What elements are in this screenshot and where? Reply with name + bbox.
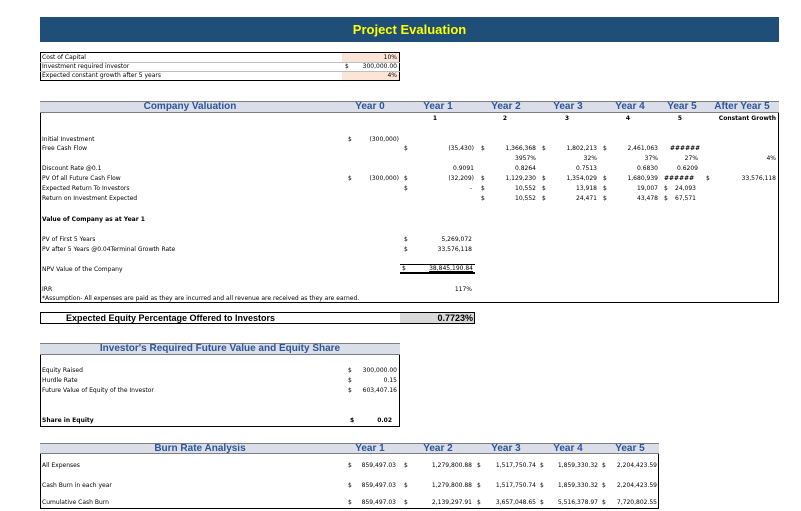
future-value-currency: $ <box>348 387 352 394</box>
period-4: 4 <box>625 115 631 122</box>
year-3-header: Year 3 <box>553 101 583 112</box>
growth-after: 4% <box>766 155 776 162</box>
year-2-header: Year 2 <box>491 101 521 112</box>
pv-fcf-currency-y0: $ <box>348 175 352 182</box>
roi-y4: 43,478 <box>637 195 658 202</box>
period-5: 5 <box>677 115 683 122</box>
cum-cur-3: $ <box>477 499 481 506</box>
npv-value: 38,845,190.84 <box>429 265 473 272</box>
year-1-header: Year 1 <box>423 101 453 112</box>
cost-of-capital-value[interactable]: 10% <box>383 54 397 61</box>
assumption-note: *Assumption- All expenses are paid as they are incurred and all revenue are received as they are earned. <box>42 295 360 302</box>
growth-y5: 27% <box>684 155 698 162</box>
discount-y1: 0.9091 <box>453 165 474 172</box>
cash-burn-1: 859,497.03 <box>361 482 396 489</box>
period-3: 3 <box>564 115 570 122</box>
equity-raised-label: Equity Raised <box>42 367 83 374</box>
pv-fcf-y3: 1,354,029 <box>566 175 597 182</box>
future-value-value: 603,407.16 <box>362 387 397 394</box>
roi-currency-y4: $ <box>603 195 607 202</box>
pv-fcf-y0: (300,000) <box>369 175 399 182</box>
cash-burn-cur-4: $ <box>540 482 544 489</box>
all-exp-cur-5: $ <box>602 462 606 469</box>
cum-2: 2,139,297.91 <box>431 499 472 506</box>
burn-year-3-header: Year 3 <box>491 443 521 454</box>
hurdle-currency: $ <box>348 377 352 384</box>
pv-fcf-currency-y1: $ <box>404 175 408 182</box>
page-title: Project Evaluation <box>352 22 467 37</box>
burn-year-1-header: Year 1 <box>355 443 385 454</box>
cash-burn-4: 1,859,330.32 <box>557 482 598 489</box>
investment-currency: $ <box>345 63 349 70</box>
pv-fcf-y5: ###### <box>664 175 695 182</box>
initial-investment-y0: (300,000) <box>369 136 399 143</box>
discount-y4: 0.6830 <box>637 165 658 172</box>
exp-ret-y1: - <box>469 185 472 192</box>
pv-fcf-label: PV Of all Future Cash Flow <box>42 175 121 182</box>
burn-year-2-header: Year 2 <box>423 443 453 454</box>
irr-value: 117% <box>454 286 472 293</box>
future-value-label: Future Value of Equity of the Investor <box>42 387 154 394</box>
pv-fcf-currency-y4: $ <box>603 175 607 182</box>
burn-year-5-header: Year 5 <box>615 443 645 454</box>
period-2: 2 <box>502 115 508 122</box>
discount-rate-label: Discount Rate @0.1 <box>42 165 102 172</box>
share-currency: $ <box>350 417 355 424</box>
all-expenses-label: All Expenses <box>42 462 80 469</box>
pv-first5-currency: $ <box>404 236 408 243</box>
all-exp-1: 859,497.03 <box>361 462 396 469</box>
pv-after5-label: PV after 5 Years @0.04Terminal Growth Rate <box>42 246 176 253</box>
cum-1: 859,497.03 <box>361 499 396 506</box>
exp-ret-currency-y4: $ <box>603 185 607 192</box>
period-1: 1 <box>432 115 438 122</box>
pv-fcf-y1: (32,209) <box>448 175 474 182</box>
irr-label: IRR <box>42 286 53 293</box>
exp-ret-y3: 13,918 <box>576 185 597 192</box>
npv-label: NPV Value of the Company <box>42 266 123 273</box>
roi-currency-y5: $ <box>664 195 668 202</box>
pv-fcf-currency-y2: $ <box>481 175 485 182</box>
growth-y3: 32% <box>583 155 597 162</box>
all-exp-5: 2,204,423.59 <box>616 462 657 469</box>
pv-fcf-currency-after: $ <box>706 175 710 182</box>
title-bar <box>40 17 779 42</box>
discount-y5: 0.6209 <box>677 165 698 172</box>
fcf-currency-y1: $ <box>404 145 408 152</box>
initial-investment-label: Initial Investment <box>42 136 95 143</box>
cash-burn-cur-1: $ <box>348 482 352 489</box>
discount-y2: 0.8264 <box>515 165 536 172</box>
all-exp-cur-4: $ <box>540 462 544 469</box>
roi-currency-y2: $ <box>481 195 485 202</box>
all-exp-cur-3: $ <box>477 462 481 469</box>
cash-burn-label: Cash Burn in each year <box>42 482 112 489</box>
after-year-5-header: After Year 5 <box>714 101 770 112</box>
fcf-y3: 1,802,213 <box>566 145 597 152</box>
exp-ret-currency-y2: $ <box>481 185 485 192</box>
fcf-y4: 2,461,063 <box>627 145 658 152</box>
roi-y3: 24,471 <box>576 195 597 202</box>
valuation-header: Company Valuation <box>143 101 237 112</box>
investor-header: Investor's Required Future Value and Equity Share <box>99 343 341 354</box>
hurdle-label: Hurdle Rate <box>42 377 78 384</box>
cum-4: 5,516,378.97 <box>557 499 598 506</box>
fcf-y5: ###### <box>670 145 701 152</box>
expected-return-label: Expected Return To Investors <box>42 185 130 192</box>
pv-fcf-y2: 1,129,230 <box>505 175 536 182</box>
burn-year-4-header: Year 4 <box>553 443 583 454</box>
exp-ret-y5: 24,093 <box>675 185 696 192</box>
cash-burn-5: 2,204,423.59 <box>616 482 657 489</box>
growth-label: Expected constant growth after 5 years <box>42 72 162 79</box>
pv-fcf-after: 33,576,118 <box>741 175 776 182</box>
npv-currency: $ <box>402 265 406 272</box>
year-0-header: Year 0 <box>355 101 385 112</box>
exp-ret-currency-y1: $ <box>404 185 408 192</box>
cost-of-capital-label: Cost of Capital <box>42 54 86 61</box>
cum-5: 7,720,802.55 <box>616 499 657 506</box>
equity-pct-value: 0.7723% <box>437 313 473 323</box>
investor-box <box>40 343 400 427</box>
cumulative-label: Cumulative Cash Burn <box>42 499 109 506</box>
constant-growth-label: Constant Growth <box>718 115 776 122</box>
cash-burn-3: 1,517,750.74 <box>495 482 536 489</box>
fcf-currency-y3: $ <box>542 145 546 152</box>
all-exp-cur-1: $ <box>348 462 352 469</box>
pv-fcf-y4: 1,680,939 <box>627 175 658 182</box>
investment-value[interactable]: 300,000.00 <box>362 63 397 70</box>
share-label: Share in Equity <box>42 417 94 424</box>
hurdle-value: 0.15 <box>383 377 397 384</box>
fcf-y1: (35,430) <box>448 145 474 152</box>
exp-ret-currency-y5: $ <box>664 185 668 192</box>
exp-ret-y4: 19,007 <box>637 185 658 192</box>
cash-burn-2: 1,279,800.88 <box>431 482 472 489</box>
growth-y2: 3957% <box>515 155 536 162</box>
initial-investment-currency: $ <box>348 136 352 143</box>
pv-fcf-currency-y3: $ <box>542 175 546 182</box>
pv-first5-label: PV of First 5 Years <box>42 236 96 243</box>
cash-burn-cur-5: $ <box>602 482 606 489</box>
pv-after5-currency: $ <box>404 246 408 253</box>
cum-3: 3,657,048.65 <box>495 499 536 506</box>
value-heading: Value of Company as at Year 1 <box>42 216 145 223</box>
roi-y2: 10,552 <box>515 195 536 202</box>
fcf-currency-y4: $ <box>603 145 607 152</box>
cash-burn-cur-2: $ <box>404 482 408 489</box>
share-value: 0.02 <box>377 417 392 424</box>
growth-value[interactable]: 4% <box>387 72 397 79</box>
year-4-header: Year 4 <box>615 101 645 112</box>
exp-ret-currency-y3: $ <box>542 185 546 192</box>
cum-cur-2: $ <box>404 499 408 506</box>
growth-y4: 37% <box>644 155 658 162</box>
all-exp-3: 1,517,750.74 <box>495 462 536 469</box>
discount-y3: 0.7513 <box>576 165 597 172</box>
cum-cur-5: $ <box>602 499 606 506</box>
year-5-header: Year 5 <box>667 101 697 112</box>
cum-cur-4: $ <box>540 499 544 506</box>
burn-header: Burn Rate Analysis <box>154 443 246 454</box>
free-cash-flow-label: Free Cash Flow <box>42 145 88 152</box>
fcf-y2: 1,366,368 <box>505 145 536 152</box>
all-exp-cur-2: $ <box>404 462 408 469</box>
roi-label: Return on Investment Expected <box>42 195 138 202</box>
all-exp-4: 1,859,330.32 <box>557 462 598 469</box>
all-exp-2: 1,279,800.88 <box>431 462 472 469</box>
cum-cur-1: $ <box>348 499 352 506</box>
cash-burn-cur-3: $ <box>477 482 481 489</box>
equity-raised-value: 300,000.00 <box>362 367 397 374</box>
equity-pct-label: Expected Equity Percentage Offered to Investors <box>66 313 276 323</box>
fcf-currency-y2: $ <box>481 145 485 152</box>
roi-currency-y3: $ <box>542 195 546 202</box>
equity-raised-currency: $ <box>348 367 352 374</box>
pv-after5-value: 33,576,118 <box>437 246 472 253</box>
pv-first5-value: 5,269,072 <box>441 236 472 243</box>
investment-label: Investment required investor <box>42 63 130 70</box>
exp-ret-y2: 10,552 <box>515 185 536 192</box>
roi-y5: 67,571 <box>675 195 696 202</box>
